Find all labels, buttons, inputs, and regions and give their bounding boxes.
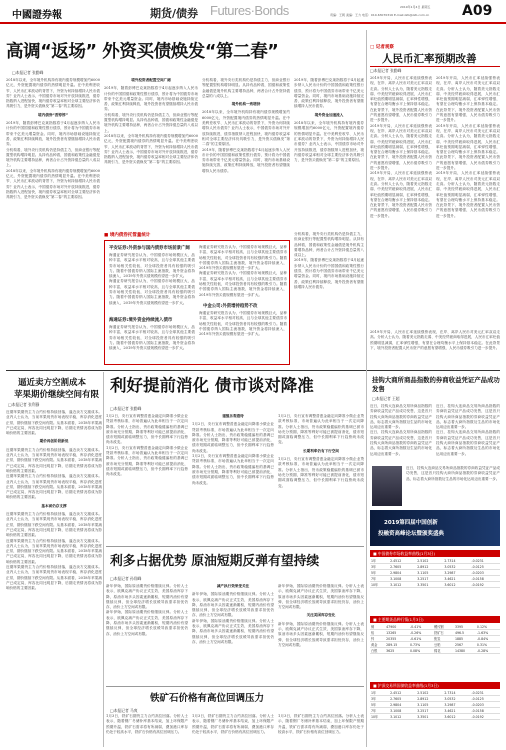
table-cell: -0.0231 <box>470 558 500 564</box>
article1-col1: 2018年以来，全年境外机构持有境内债券规模增加约6000亿元，外资配置境内债券的热情明显升温。在中美利差收窄、人民币汇率波动的背景下，外资为何持续增持人民币债券？业内人士表示，中国债券市场对外开放持续推进，债券指数纳入进程加快，境内债券收益率相对全球主要经济体仍具吸引力，是外资买债焕发“第二春”的主要原因。 境内债券“香饽饽” 2019年，随着彭博巴克莱指数将于4月起逐步纳入人民币计价的中国国债和政策性银行债券，预计将为中国债券市场带来千亿美元增量资金。同时，境内市场基础设施持续完善，政策红利持续释放，境外投资者有望继续增持人民币债券。 分机构看，境外央行类机构仍是持债主力，但商业银行等配置型机构增持明显。从持有品种看，国债和政策性金融债是境外机构主要增持品种，两者合计占外资持债总量的八成以上。 2018年以来，全年境外机构持有境内债券规模增加约6000亿元，外资配置境内债券的热情明显升温。在中美利差收窄、人民币汇率波动的背景下，外资为何持续增持人民币债券？业内人士表示，中国债券市场对外开放持续推进，债券指数纳入进程加快，境内债券收益率相对全球主要经济体仍具吸引力，是外资买债焕发“第二春”的主要原因。 <box>6 78 100 200</box>
boxed-text4: 海通证券研究报告认为，中国债券市场规模巨大，品种丰富，收益率水平相对较高，且与全球其他主要债券市场相关性较低，对全球投资者具有较强的吸引力。随着中国债券纳入国际主流指数，境外资金将持续流入，2019年外资买债规模有望进一步扩大。 <box>199 311 287 337</box>
table-cell: 3.3501 <box>416 582 443 588</box>
table-cell: 20355 <box>385 636 409 642</box>
table-cell: -0.0192 <box>470 582 500 588</box>
article1-byline: □本报记者 张勤峰 <box>12 70 44 75</box>
sidebar-col2: 2019年开局，人民币汇率延续强势表现，在岸、离岸人民币对美元汇率双双走高。分析人士认为，随着美元指数走弱、中美经贸磋商取得进展，人民币汇率贬值预期明显减弱，汇率弹性增强，有望在合理均衡水平上保持基本稳定。在此背景下，境外投资者配置人民币资产的意愿有望增强，人民币债券吸引力进一步提升。 2019年开局，人民币汇率延续强势表现，在岸、离岸人民币对美元汇率双双走高。分析人士认为，随着美元指数走弱、中美经贸磋商取得进展，人民币汇率贬值预期明显减弱，汇率弹性增强，有望在合理均衡水平上保持基本稳定。在此背景下，境外投资者配置人民币资产的意愿有望增强，人民币债券吸引力进一步提升。 2019年开局，人民币汇率延续强势表现，在岸、离岸人民币对美元汇率双双走高。分析人士认为，随着美元指数走弱、中美经贸磋商取得进展，人民币汇率贬值预期明显减弱，汇率弹性增强，有望在合理均衡水平上保持基本稳定。在此背景下，境外投资者配置人民币资产的意愿有望增强，人民币债券吸引力进一步提升。 <box>436 76 500 218</box>
table-cell: 2.4512 <box>389 690 416 696</box>
table-cell: 3.2987 <box>443 702 470 708</box>
divider-3 <box>106 686 364 687</box>
article6-headline: 铁矿石价格有高位回调压力 <box>150 693 265 704</box>
col-divider-right <box>366 30 367 747</box>
table-cell: -0.28% <box>476 648 500 654</box>
article4-headline: 挂钩大商所商品指数的券商收益凭证产品成功发售 <box>372 376 500 393</box>
table3-title: ■ 沪深交易所国债收益率曲线(1月3日) <box>370 682 500 689</box>
table-cell: 496.5 <box>454 630 476 636</box>
table-cell: 10年 <box>370 582 389 588</box>
table3 <box>370 690 500 720</box>
table-cell: 焦炭 <box>433 636 454 642</box>
article4-col3: 近日，挂钩大连商品交易所商品指数的券商收益凭证产品成功发售，这是首只挂钩大商所商品指数的券商收益凭证产品，标志着大商所指数衍生品的市场化运用迈出重要一步。 <box>406 466 500 481</box>
table2-title: ■ 主要期货品种行情(1月3日) <box>370 616 500 623</box>
table-cell: 289.15 <box>385 642 409 648</box>
article2-byline: □本报记者 张利静 <box>8 402 40 407</box>
divider-2 <box>106 546 364 547</box>
article2-subhead2: 基本面仍存支撑 <box>41 503 67 508</box>
article4-col1: 近日，挂钩大连商品交易所商品指数的券商收益凭证产品成功发售，这是首只挂钩大商所商品指数的券商收益凭证产品，标志着大商所指数衍生品的市场化运用迈出重要一步。 近日，挂钩大连商品交易所商品指数的券商收益凭证产品成功发售，这是首只挂钩大商所商品指数的券商收益凭证产品，标志着大商所指数衍生品的市场化运用迈出重要一步。 <box>370 404 432 456</box>
article1-headline: 高调“返场” 外资买债焕发“第二春” <box>6 42 279 62</box>
sidebar-rule <box>370 66 500 67</box>
table-cell: 3.4621 <box>443 576 470 582</box>
table-cell: 2.9804 <box>389 570 416 576</box>
table1 <box>370 558 500 588</box>
article3-col1: 1月2日，央行宣布调整普惠金融定向降准小微企业贷款考核标准，市场普遍认为此举相当于一次定向降准。分析人士指出，货币政策稳健偏松的基调已被市场充分预期，降准等利好可能已被提前消化，债市短期或面临调整压力，但中长期利率下行趋势尚未改变。 1月2日，央行宣布调整普惠金融定向降准小微企业贷款考核标准，市场普遍认为此举相当于一次定向降准。分析人士指出，货币政策稳健偏松的基调已被市场充分预期，降准等利好可能已被提前消化，债市短期或面临调整压力，但中长期利率下行趋势尚未改变。 <box>106 414 188 477</box>
table-cell: 黄金 <box>370 642 385 648</box>
table-cell: 2.4512 <box>389 558 416 564</box>
article1-col4: 2019年，随着彭博巴克莱指数将于4月起逐步纳入人民币计价的中国国债和政策性银行债券，预计将为中国债券市场带来千亿美元增量资金。同时，境内市场基础设施持续完善，政策红利持续释放，境外投资者有望继续增持人民币债券。 境外资金加速流入 2018年以来，全年境外机构持有境内债券规模增加约6000亿元，外资配置境内债券的热情明显升温。在中美利差收窄、人民币汇率波动的背景下，外资为何持续增持人民币债券？业内人士表示，中国债券市场对外开放持续推进，债券指数纳入进程加快，境内债券收益率相对全球主要经济体仍具吸引力，是外资买债焕发“第二春”的主要原因。 <box>294 78 364 163</box>
table-cell: 3.1012 <box>389 714 416 720</box>
divider-1 <box>6 370 500 371</box>
boxed-headline1: 平安证券:外资参与国内债券市场前景广阔 <box>109 246 190 251</box>
table-cell: 3.2517 <box>416 576 443 582</box>
boxed-text3: 海通证券研究报告认为，中国债券市场规模巨大，品种丰富，收益率水平相对较高，且与全球其他主要债券市场相关性较低，对全球投资者具有较强的吸引力。随着中国债券纳入国际主流指数，境外资金将持续流入，2019年外资买债规模有望进一步扩大。 海通证券研究报告认为，中国债券市场规模巨大，品种丰富，收益率水平相对较高，且与全球其他主要债券市场相关性较低，对全球投资者具有较强的吸引力。随着中国债券纳入国际主流指数，境外资金将持续流入，2019年外资买债规模有望进一步扩大。 <box>199 245 287 297</box>
table-cell: -0.0192 <box>470 714 500 720</box>
sidebar-col1: 2019年开局，人民币汇率延续强势表现，在岸、离岸人民币对美元汇率双双走高。分析人士认为，随着美元指数走弱、中美经贸磋商取得进展，人民币汇率贬值预期明显减弱，汇率弹性增强，有望在合理均衡水平上保持基本稳定。在此背景下，境外投资者配置人民币资产的意愿有望增强，人民币债券吸引力进一步提升。 2019年开局，人民币汇率延续强势表现，在岸、离岸人民币对美元汇率双双走高。分析人士认为，随着美元指数走弱、中美经贸磋商取得进展，人民币汇率贬值预期明显减弱，汇率弹性增强，有望在合理均衡水平上保持基本稳定。在此背景下，境外投资者配置人民币资产的意愿有望增强，人民币债券吸引力进一步提升。 2019年开局，人民币汇率延续强势表现，在岸、离岸人民币对美元汇率双双走高。分析人士认为，随着美元指数走弱、中美经贸磋商取得进展，人民币汇率贬值预期明显减弱，汇率弹性增强，有望在合理均衡水平上保持基本稳定。在此背景下，境外投资者配置人民币资产的意愿有望增强，人民币债券吸引力进一步提升。 <box>370 76 432 218</box>
table-cell: 3.1008 <box>389 708 416 714</box>
article1-col2: 境外投资者配置空间广阔 2019年，随着彭博巴克莱指数将于4月起逐步纳入人民币计价的中国国债和政策性银行债券，预计将为中国债券市场带来千亿美元增量资金。同时，境内市场基础设施持续完善，政策红利持续释放，境外投资者有望继续增持人民币债券。 分机构看，境外央行类机构仍是持债主力，但商业银行等配置型机构增持明显。从持有品种看，国债和政策性金融债是境外机构主要增持品种，两者合计占外资持债总量的八成以上。 2018年以来，全年境外机构持有境内债券规模增加约6000亿元，外资配置境内债券的热情明显升温。在中美利差收窄、人民币汇率波动的背景下，外资为何持续增持人民币债券？业内人士表示，中国债券市场对外开放持续推进，债券指数纳入进程加快，境内债券收益率相对全球主要经济体仍具吸引力，是外资买债焕发“第二春”的主要原因。 <box>104 78 198 165</box>
table-cell: 2567 <box>454 642 476 648</box>
article6-byline: □本报记者 马爽 <box>110 708 138 713</box>
table-cell: 0.12% <box>476 624 500 630</box>
contact-line: 责编：王朝 美编：王力 电话：010-63070316 E-mail:zzb@zzb.com.cn <box>330 13 430 17</box>
section-title-en: Futures·Bonds <box>210 3 289 18</box>
article6-col3: 1月3日，铁矿石期货主力合约高位回落。分析人士表示，随着钢厂冬储补库基本结束，加上环保限产预期升温，铁矿石需求将有所减弱，叠加港口库存仍处于较高水平，铁矿石价格有高位回调压力。 <box>278 714 364 734</box>
table-cell: -0.26% <box>409 630 433 636</box>
table-cell: 2.7314 <box>443 558 470 564</box>
article1-col3: 分机构看，境外央行类机构仍是持债主力，但商业银行等配置型机构增持明显。从持有品种看，国债和政策性金融债是境外机构主要增持品种，两者合计占外资持债总量的八成以上。 境外机构一致增持 2018年以来，全年境外机构持有境内债券规模增加约6000亿元，外资配置境内债券的热情明显升温。在中美利差收窄、人民币汇率波动的背景下，外资为何持续增持人民币债券？业内人士表示，中国债券市场对外开放持续推进，债券指数纳入进程加快，境内债券收益率相对全球主要经济体仍具吸引力，是外资买债焕发“第二春”的主要原因。 2019年，随着彭博巴克莱指数将于4月起逐步纳入人民币计价的中国国债和政策性银行债券，预计将为中国债券市场带来千亿美元增量资金。同时，境内市场基础设施持续完善，政策红利持续释放，境外投资者有望继续增持人民币债券。 <box>202 78 290 173</box>
sidebar-tag: □ 记者观察 <box>370 45 394 50</box>
table-cell: 3.1105 <box>416 570 443 576</box>
table-cell: 棉花 <box>433 648 454 654</box>
article5-col3: 新年伊始，国际原油期货价格继续反弹。分析人士表示，欧佩克减产协议正式生效，美国原油库存下降，原油市场多头因素逐渐累积，短期内油价有望继续反弹，但全球经济增长放缓导致需求担忧仍存，油价上方空间或有限。 关注美国库存变化 新年伊始，国际原油期货价格继续反弹。分析人士表示，欧佩克减产协议正式生效，美国原油库存下降，原油市场多头因素逐渐累积，短期内油价有望继续反弹，但全球经济增长放缓导致需求担忧仍存，油价上方空间或有限。 <box>278 584 364 647</box>
table-cell: 3.1008 <box>389 576 416 582</box>
boxed-headline3: 中金公司:外资增持趋势不改 <box>203 304 258 309</box>
table-cell: -0.0158 <box>470 708 500 714</box>
article3-subhead2: 长期利率仍有下行空间 <box>303 448 339 453</box>
table-cell: -0.0125 <box>470 696 500 702</box>
chart-box <box>104 232 290 367</box>
article3-col3: 1月2日，央行宣布调整普惠金融定向降准小微企业贷款考核标准，市场普遍认为此举相当于一次定向降准。分析人士指出，货币政策稳健偏松的基调已被市场充分预期，降准等利好可能已被提前消化，债市短期或面临调整压力，但中长期利率下行趋势尚未改变。 长期利率仍有下行空间 1月2日，央行宣布调整普惠金融定向降准小微企业贷款考核标准，市场普遍认为此举相当于一次定向降准。分析人士指出，货币政策稳健偏松的基调已被市场充分预期，降准等利好可能已被提前消化，债市短期或面临调整压力，但中长期利率下行趋势尚未改变。 <box>278 414 364 488</box>
table-cell: 3.0532 <box>443 564 470 570</box>
table-cell: 7年 <box>370 576 389 582</box>
table-cell: 3.4621 <box>443 708 470 714</box>
chart-box-title: ■ 境内债券托管量统计 <box>104 233 151 238</box>
article1-subhead4: 境外资金加速流入 <box>314 112 344 117</box>
table-cell: 2.8912 <box>416 696 443 702</box>
newspaper-logo: 中國證券報 <box>12 10 62 21</box>
table-cell: 3.6012 <box>443 582 470 588</box>
data-tables <box>370 550 500 748</box>
article5-subhead2: 关注美国库存变化 <box>306 613 336 618</box>
table-cell: -1.63% <box>476 630 500 636</box>
table-cell: 3.6012 <box>443 714 470 720</box>
table-cell: 2.5102 <box>416 690 443 696</box>
table-cell: 0.08% <box>409 648 433 654</box>
sidebar-byline: □本报记者 张勤峰 <box>370 68 402 73</box>
ad-line1: 2019第四届中国创新 <box>384 520 438 526</box>
table1-title: ■ 中国债券市场收益率曲线(1月3日) <box>370 550 500 557</box>
table-cell: 3625 <box>385 648 409 654</box>
section-title-cn: 期货/债券 <box>150 7 199 20</box>
boxed-headline2: 海通证券:境外资金持续流入债市 <box>109 318 173 323</box>
table2 <box>370 624 500 654</box>
article2-col1: 近期苹果期货主力合约价格持续回落，逼近卖方交割成本。业内人士认为，当前苹果现货市场表现平稳，库存消化进度正常，期价继续下跌空间有限。从基本面看，2018年苹果减产已成定局，库容比同比明显下降，后期走货情况将成为影响价格的主要因素。 期价再创阶段新低 近期苹果期货主力合约价格持续回落，逼近卖方交割成本。业内人士认为，当前苹果现货市场表现平稳，库存消化进度正常，期价继续下跌空间有限。从基本面看，2018年苹果减产已成定局，库容比同比明显下降，后期走货情况将成为影响价格的主要因素。 近期苹果期货主力合约价格持续回落，逼近卖方交割成本。业内人士认为，当前苹果现货市场表现平稳，库存消化进度正常，期价继续下跌空间有限。从基本面看，2018年苹果减产已成定局，库容比同比明显下降，后期走货情况将成为影响价格的主要因素。 基本面仍存支撑 近期苹果期货主力合约价格持续回落，逼近卖方交割成本。业内人士认为，当前苹果现货市场表现平稳，库存消化进度正常，期价继续下跌空间有限。从基本面看，2018年苹果减产已成定局，库容比同比明显下降，后期走货情况将成为影响价格的主要因素。 近期苹果期货主力合约价格持续回落，逼近卖方交割成本。业内人士认为，当前苹果现货市场表现平稳，库存消化进度正常，期价继续下跌空间有限。从基本面看，2018年苹果减产已成定局，库容比同比明显下降，后期走货情况将成为影响价格的主要因素。 近期苹果期货主力合约价格持续回落，逼近卖方交割成本。业内人士认为，当前苹果现货市场表现平稳，库存消化进度正常，期价继续下跌空间有限。从基本面看，2018年苹果减产已成定局，库容比同比明显下降，后期走货情况将成为影响价格的主要因素。 <box>6 410 102 591</box>
table-cell: 2.7314 <box>443 690 470 696</box>
table-cell: 10年 <box>370 714 389 720</box>
page-number: A09 <box>462 3 493 19</box>
table-cell: 铁矿石 <box>433 630 454 636</box>
article5-byline: □本报记者 孙翔峰 <box>110 576 142 581</box>
table-cell: 3.1105 <box>416 702 443 708</box>
table-cell: -0.41% <box>409 624 433 630</box>
table-cell: 7年 <box>370 708 389 714</box>
table-cell: 3.1012 <box>389 582 416 588</box>
table-cell: 2.7605 <box>389 696 416 702</box>
table-cell: 3年 <box>370 696 389 702</box>
table-cell: -0.0203 <box>470 570 500 576</box>
table-cell: 1年 <box>370 690 389 696</box>
article5-subhead1: 减产执行效果受关注 <box>216 584 250 588</box>
table-cell: 0.31% <box>476 642 500 648</box>
article2-headline: 逼近卖方空割成本 <box>18 378 87 388</box>
sidebar-headline: 人民币汇率预期改善 <box>382 53 477 65</box>
table-cell: -0.61% <box>409 636 433 642</box>
article1-subhead2: 境外投资者配置空间广阔 <box>131 78 171 82</box>
table-cell: 铜 <box>370 624 385 630</box>
table-cell: 3年 <box>370 564 389 570</box>
article5-headline: 利多占据优势 原油短期反弹有望持续 <box>110 554 320 569</box>
table-cell: 5年 <box>370 702 389 708</box>
table-cell: 3.0532 <box>443 696 470 702</box>
table-cell: 锌 <box>370 636 385 642</box>
table-cell: 2.7605 <box>389 564 416 570</box>
article4-byline: □本报记者 王超 <box>372 396 400 401</box>
table-cell: 铝 <box>370 630 385 636</box>
table-cell: -0.0158 <box>470 576 500 582</box>
article3-col2: 谨慎乐观看待 1月2日，央行宣布调整普惠金融定向降准小微企业贷款考核标准，市场普遍认为此举相当于一次定向降准。分析人士指出，货币政策稳健偏松的基调已被市场充分预期，降准等利好可能已被提前消化，债市短期或面临调整压力，但中长期利率下行趋势尚未改变。 1月2日，央行宣布调整普惠金融定向降准小微企业贷款考核标准，市场普遍认为此举相当于一次定向降准。分析人士指出，货币政策稳健偏松的基调已被市场充分预期，降准等利好可能已被提前消化，债市短期或面临调整压力，但中长期利率下行趋势尚未改变。 <box>192 414 274 485</box>
table-cell: 3395 <box>454 624 476 630</box>
table-cell: 螺纹钢 <box>433 624 454 630</box>
photo-thumbnail <box>372 466 402 506</box>
ad-banner[interactable] <box>370 510 500 546</box>
sidebar-col3: 2019年开局，人民币汇率延续强势表现，在岸、离岸人民币对美元汇率双双走高。分析人士认为，随着美元指数走弱、中美经贸磋商取得进展，人民币汇率贬值预期明显减弱，汇率弹性增强，有望在合理均衡水平上保持基本稳定。在此背景下，境外投资者配置人民币资产的意愿有望增强，人民币债券吸引力进一步提升。 <box>370 330 500 350</box>
article2-headline2: 苹果期价继续空间有限 <box>14 390 100 400</box>
date-line: 2019年1月4日 星期五 <box>400 5 431 9</box>
table-cell: 5年 <box>370 570 389 576</box>
table-cell: 3.2987 <box>443 570 470 576</box>
article5-col2: 减产执行效果受关注 新年伊始，国际原油期货价格继续反弹。分析人士表示，欧佩克减产协议正式生效，美国原油库存下降，原油市场多头因素逐渐累积，短期内油价有望继续反弹，但全球经济增长放缓导致需求担忧仍存，油价上方空间或有限。 新年伊始，国际原油期货价格继续反弹。分析人士表示，欧佩克减产协议正式生效，美国原油库存下降，原油市场多头因素逐渐累积，短期内油价有望继续反弹，但全球经济增长放缓导致需求担忧仍存，油价上方空间或有限。 <box>192 584 274 644</box>
table-cell: -0.0231 <box>470 690 500 696</box>
table-cell: 2.5102 <box>416 558 443 564</box>
table-cell: 1年 <box>370 558 389 564</box>
table-cell: 3.3501 <box>416 714 443 720</box>
table-cell: 3.2517 <box>416 708 443 714</box>
table-cell: 豆粕 <box>433 642 454 648</box>
article4-col2: 近日，挂钩大连商品交易所商品指数的券商收益凭证产品成功发售，这是首只挂钩大商所商品指数的券商收益凭证产品，标志着大商所指数衍生品的市场化运用迈出重要一步。 近日，挂钩大连商品交易所商品指数的券商收益凭证产品成功发售，这是首只挂钩大商所商品指数的券商收益凭证产品，标志着大商所指数衍生品的市场化运用迈出重要一步。 <box>436 404 500 456</box>
article3-subhead1: 谨慎乐观看待 <box>222 414 244 418</box>
article3-headline: 利好提前消化 债市谈对降准 <box>110 376 314 395</box>
table-cell: 47900 <box>385 624 409 630</box>
table-cell: 2.9804 <box>389 702 416 708</box>
article5-col1: 新年伊始，国际原油期货价格继续反弹。分析人士表示，欧佩克减产协议正式生效，美国原油库存下降，原油市场多头因素逐渐累积，短期内油价有望继续反弹，但全球经济增长放缓导致需求担忧仍存，油价上方空间或有限。 新年伊始，国际原油期货价格继续反弹。分析人士表示，欧佩克减产协议正式生效，美国原油库存下降，原油市场多头因素逐渐累积，短期内油价有望继续反弹，但全球经济增长放缓导致需求担忧仍存，油价上方空间或有限。 <box>106 584 188 636</box>
table-cell: 13265 <box>385 630 409 636</box>
article1-subhead3: 境外机构一致增持 <box>231 102 261 107</box>
article3-byline: □本报记者 张勤峰 <box>110 406 142 411</box>
table-cell: 2.8912 <box>416 564 443 570</box>
masthead-rule <box>0 22 506 24</box>
col-divider-left <box>103 372 104 747</box>
table-cell: 1885 <box>454 636 476 642</box>
article6-col1: 1月3日，铁矿石期货主力合约高位回落。分析人士表示，随着钢厂冬储补库基本结束，加上环保限产预期升温，铁矿石需求将有所减弱，叠加港口库存仍处于较高水平，铁矿石价格有高位回调压力。 <box>106 714 188 734</box>
article2-subhead: 期价再创阶段新低 <box>39 439 69 444</box>
table-row <box>370 582 500 588</box>
boxed-column <box>104 240 290 365</box>
boxed-text1: 海通证券研究报告认为，中国债券市场规模巨大，品种丰富，收益率水平相对较高，且与全球其他主要债券市场相关性较低，对全球投资者具有较强的吸引力。随着中国债券纳入国际主流指数，境外资金将持续流入，2019年外资买债规模有望进一步扩大。 海通证券研究报告认为，中国债券市场规模巨大，品种丰富，收益率水平相对较高，且与全球其他主要债券市场相关性较低，对全球投资者具有较强的吸引力。随着中国债券纳入国际主流指数，境外资金将持续流入，2019年外资买债规模有望进一步扩大。 <box>109 253 195 305</box>
table-cell: 0.73% <box>409 642 433 648</box>
table-cell: -0.0125 <box>470 564 500 570</box>
article6-col2: 1月3日，铁矿石期货主力合约高位回落。分析人士表示，随着钢厂冬储补库基本结束，加上环保限产预期升温，铁矿石需求将有所减弱，叠加港口库存仍处于较高水平，铁矿石价格有高位回调压力。 <box>192 714 274 734</box>
table-cell: 白银 <box>370 648 385 654</box>
article1-subhead1: 境内债券“香饽饽” <box>38 112 68 117</box>
boxed-text2: 海通证券研究报告认为，中国债券市场规模巨大，品种丰富，收益率水平相对较高，且与全球其他主要债券市场相关性较低，对全球投资者具有较强的吸引力。随着中国债券纳入国际主流指数，境外资金将持续流入，2019年外资买债规模有望进一步扩大。 <box>109 325 195 351</box>
table-row <box>370 714 500 720</box>
table-cell: -0.84% <box>476 636 500 642</box>
ad-line2: 投融资高峰论坛暨颁奖盛典 <box>378 531 445 537</box>
table-cell: -0.0203 <box>470 702 500 708</box>
right-col-cont1: 分机构看，境外央行类机构仍是持债主力，但商业银行等配置型机构增持明显。从持有品种看，国债和政策性金融债是境外机构主要增持品种，两者合计占外资持债总量的八成以上。 2019年，随着彭博巴克莱指数将于4月起逐步纳入人民币计价的中国国债和政策性银行债券，预计将为中国债券市场带来千亿美元增量资金。同时，境内市场基础设施持续完善，政策红利持续释放，境外投资者有望继续增持人民币债券。 <box>294 232 364 289</box>
table-row <box>370 648 500 654</box>
table-cell: 14380 <box>454 648 476 654</box>
